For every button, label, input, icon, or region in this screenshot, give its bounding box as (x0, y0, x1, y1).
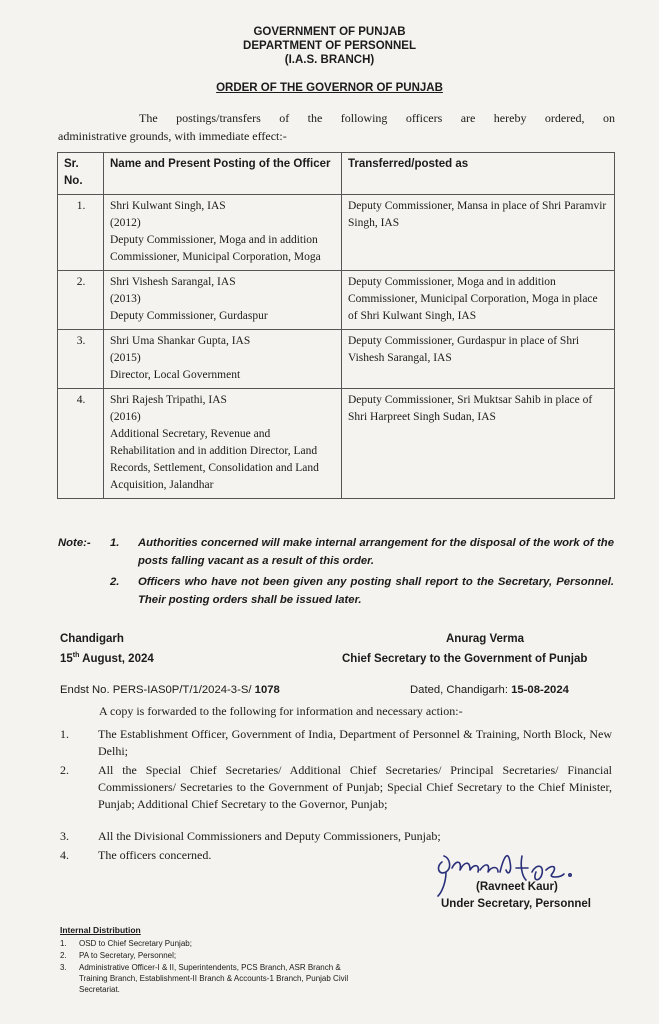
row-officer (104, 271, 342, 330)
forward-text-2: All the Special Chief Secretaries/ Additional Chief Secretaries/ Principal Secretaries/ Financial Commissioners/ Secretaries to the Government of Punjab; Special Chief Secretary to the Chief Minister, Punjab; Additional Chief Secretary to the Governor, Punjab; (98, 763, 612, 811)
officer-name: Shri Rajesh Tripathi, IAS (110, 394, 227, 406)
row-posted-as: Deputy Commissioner, Sri Muktsar Sahib in place of Shri Harpreet Singh Sudan, IAS (342, 389, 615, 499)
row-officer (104, 195, 342, 271)
forward-num-2: 2. (60, 763, 69, 777)
header-transferred: Transferred/posted as (342, 153, 615, 195)
header-department: DEPARTMENT OF PERSONNEL (243, 40, 416, 52)
table-row (58, 330, 615, 389)
forward-intro: A copy is forwarded to the following for information and necessary action:- (99, 704, 463, 718)
officer-batch: (2012) (110, 217, 141, 229)
header-government: GOVERNMENT OF PUNJAB (253, 26, 406, 38)
row-officer (104, 389, 342, 499)
note-num-1: 1. (110, 537, 120, 549)
note-text-2: Officers who have not been given any posting shall report to the Secretary, Personnel. Their posting orders shall be issued later. (138, 576, 614, 606)
officer-name: Shri Uma Shankar Gupta, IAS (110, 335, 251, 347)
order-title: ORDER OF THE GOVERNOR OF PUNJAB (216, 82, 443, 94)
note-label: Note:- (58, 537, 91, 549)
row-posted-as: Deputy Commissioner, Gurdaspur in place of Shri Vishesh Sarangal, IAS (342, 330, 615, 389)
table-row (58, 195, 615, 271)
signatory-title: Chief Secretary to the Government of Punjab (342, 653, 588, 665)
officer-name: Shri Kulwant Singh, IAS (110, 200, 226, 212)
table-row (58, 271, 615, 330)
endst-date: Dated, Chandigarh: 15-08-2024 (410, 684, 569, 696)
table-header-row (58, 153, 615, 195)
row-sr: 2. (58, 271, 104, 330)
row-sr: 1. (58, 195, 104, 271)
header-name-posting: Name and Present Posting of the Officer (104, 153, 342, 195)
internal-text-1: OSD to Chief Secretary Punjab; (79, 939, 192, 948)
sub-signatory-name: (Ravneet Kaur) (476, 881, 558, 893)
forward-num-1: 1. (60, 727, 69, 741)
forward-text-1: The Establishment Officer, Government of India, Department of Personnel & Training, North Block, New Delhi; (98, 727, 612, 758)
note-text-1: Authorities concerned will make internal arrangement for the disposal of the work of the posts falling vacant as a result of this order. (138, 537, 614, 567)
forward-num-4: 4. (60, 848, 69, 862)
place: Chandigarh (60, 633, 124, 645)
internal-text-2: PA to Secretary, Personnel; (79, 951, 177, 960)
internal-num-1: 1. (60, 939, 67, 948)
orders-table (57, 152, 615, 499)
sub-signatory-title: Under Secretary, Personnel (441, 898, 591, 910)
row-sr: 3. (58, 330, 104, 389)
officer-present-posting: Director, Local Government (110, 369, 241, 381)
forward-num-3: 3. (60, 829, 69, 843)
row-posted-as: Deputy Commissioner, Moga and in addition Commissioner, Municipal Corporation, Moga in place of Shri Kulwant Singh, IAS (342, 271, 615, 330)
officer-present-posting: Additional Secretary, Revenue and Rehabilitation and in addition Director, Land Records, Settlement, Consolidation and Land Acquisition, Jalandhar (110, 428, 319, 491)
officer-batch: (2015) (110, 352, 141, 364)
forward-text-3: All the Divisional Commissioners and Deputy Commissioners, Punjab; (98, 829, 441, 843)
officer-name: Shri Vishesh Sarangal, IAS (110, 276, 236, 288)
officer-batch: (2013) (110, 293, 141, 305)
internal-distribution-title: Internal Distribution (60, 925, 141, 935)
internal-num-2: 2. (60, 951, 67, 960)
note-num-2: 2. (110, 576, 120, 588)
internal-text-3: Administrative Officer-I & II, Superintendents, PCS Branch, ASR Branch & Training Branch, Establishment-II Branch & Accounts-1 Branch, Punjab Civil Secretariat. (79, 963, 349, 994)
officer-batch: (2016) (110, 411, 141, 423)
signatory-name: Anurag Verma (446, 633, 524, 645)
endst-number: Endst No. PERS-IAS0P/T/1/2024-3-S/ 1078 (60, 684, 280, 696)
row-officer (104, 330, 342, 389)
header-branch: (I.A.S. BRANCH) (284, 54, 375, 66)
table-row (58, 389, 615, 499)
row-posted-as: Deputy Commissioner, Mansa in place of Shri Paramvir Singh, IAS (342, 195, 615, 271)
forward-text-4: The officers concerned. (98, 848, 212, 862)
row-sr: 4. (58, 389, 104, 499)
officer-present-posting: Deputy Commissioner, Gurdaspur (110, 310, 268, 322)
header-sr-no: Sr. No. (58, 153, 104, 195)
intro-line-1: The postings/transfers of the following officers are hereby ordered, on (139, 111, 615, 125)
order-date: 15th August, 2024 (60, 652, 154, 665)
officer-present-posting: Deputy Commissioner, Moga and in addition Commissioner, Municipal Corporation, Moga (110, 234, 321, 263)
intro-line-2: administrative grounds, with immediate effect:- (58, 129, 287, 143)
internal-num-3: 3. (60, 963, 67, 972)
